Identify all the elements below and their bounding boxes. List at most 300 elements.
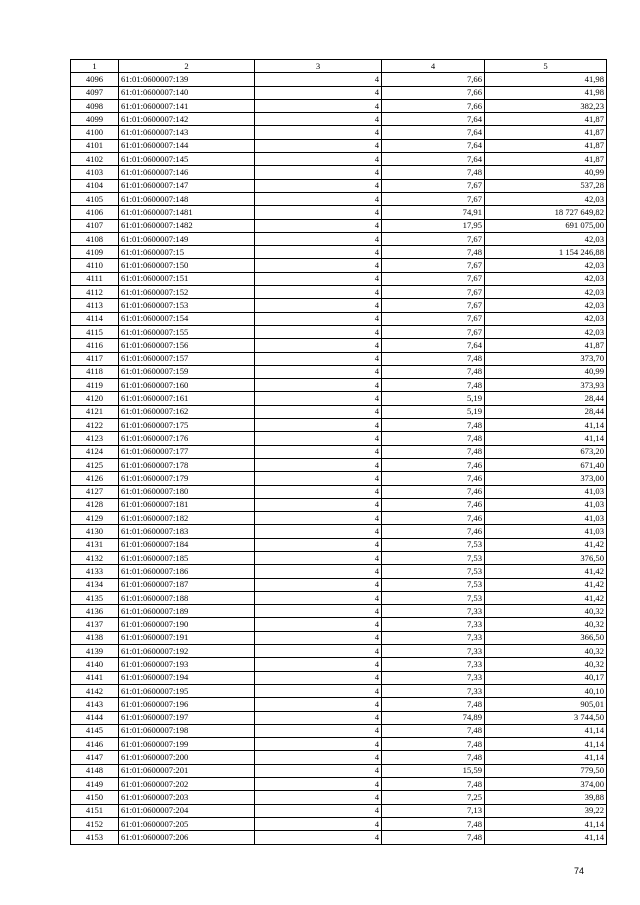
table-cell: 4 (255, 312, 382, 325)
table-cell: 4 (255, 445, 382, 458)
table-cell: 61:01:0600007:150 (119, 259, 255, 272)
table-cell: 4128 (71, 498, 119, 511)
table-row (71, 445, 607, 458)
table-cell: 39,88 (485, 791, 607, 804)
table-cell: 4132 (71, 551, 119, 564)
table-cell: 41,14 (485, 751, 607, 764)
table-cell: 28,44 (485, 392, 607, 405)
table-cell: 61:01:0600007:181 (119, 498, 255, 511)
table-row (71, 684, 607, 697)
table-cell: 4 (255, 325, 382, 338)
table-header-row (71, 60, 607, 73)
table-cell: 61:01:0600007:189 (119, 605, 255, 618)
table-cell: 40,32 (485, 618, 607, 631)
table-row (71, 804, 607, 817)
table-cell: 4126 (71, 472, 119, 485)
table-cell: 4135 (71, 591, 119, 604)
column-header: 1 (71, 60, 119, 73)
table-cell: 4136 (71, 605, 119, 618)
table-cell: 61:01:0600007:186 (119, 565, 255, 578)
table-cell: 7,64 (382, 113, 485, 126)
table-row (71, 472, 607, 485)
table-cell: 41,14 (485, 432, 607, 445)
table-cell: 61:01:0600007:199 (119, 738, 255, 751)
table-cell: 41,98 (485, 73, 607, 86)
table-cell: 74,91 (382, 206, 485, 219)
table-cell: 61:01:0600007:15 (119, 246, 255, 259)
table-cell: 4 (255, 139, 382, 152)
table-row (71, 126, 607, 139)
table-cell: 7,48 (382, 379, 485, 392)
table-cell: 671,40 (485, 458, 607, 471)
table-row (71, 618, 607, 631)
table-cell: 4142 (71, 684, 119, 697)
table-cell: 7,25 (382, 791, 485, 804)
table-cell: 5,19 (382, 405, 485, 418)
table-cell: 4104 (71, 179, 119, 192)
table-cell: 42,03 (485, 286, 607, 299)
table-cell: 7,66 (382, 99, 485, 112)
table-cell: 4 (255, 698, 382, 711)
table-cell: 4103 (71, 166, 119, 179)
table-row (71, 591, 607, 604)
table-cell: 4 (255, 631, 382, 644)
table-cell: 4 (255, 99, 382, 112)
table-cell: 537,28 (485, 179, 607, 192)
table-row (71, 325, 607, 338)
table-cell: 4101 (71, 139, 119, 152)
table-cell: 779,50 (485, 764, 607, 777)
table-cell: 42,03 (485, 272, 607, 285)
table-cell: 61:01:0600007:154 (119, 312, 255, 325)
table-row (71, 525, 607, 538)
table-cell: 4130 (71, 525, 119, 538)
table-cell: 61:01:0600007:177 (119, 445, 255, 458)
table-cell: 4 (255, 658, 382, 671)
table-cell: 4 (255, 206, 382, 219)
table-cell: 7,33 (382, 605, 485, 618)
table-cell: 42,03 (485, 325, 607, 338)
table-cell: 39,22 (485, 804, 607, 817)
table-cell: 4133 (71, 565, 119, 578)
table-row (71, 538, 607, 551)
table-cell: 4 (255, 671, 382, 684)
table-cell: 7,33 (382, 684, 485, 697)
table-cell: 17,95 (382, 219, 485, 232)
table-cell: 376,50 (485, 551, 607, 564)
table-cell: 61:01:0600007:202 (119, 778, 255, 791)
table-cell: 4137 (71, 618, 119, 631)
table-cell: 7,53 (382, 591, 485, 604)
table-cell: 4 (255, 764, 382, 777)
table-cell: 4114 (71, 312, 119, 325)
table-cell: 41,14 (485, 419, 607, 432)
table-row (71, 419, 607, 432)
table-row (71, 432, 607, 445)
table-cell: 41,03 (485, 512, 607, 525)
table-row (71, 751, 607, 764)
table-cell: 61:01:0600007:195 (119, 684, 255, 697)
table-cell: 61:01:0600007:191 (119, 631, 255, 644)
table-cell: 7,67 (382, 299, 485, 312)
table-row (71, 698, 607, 711)
table-cell: 61:01:0600007:140 (119, 86, 255, 99)
table-cell: 61:01:0600007:162 (119, 405, 255, 418)
table-cell: 4120 (71, 392, 119, 405)
table-cell: 7,48 (382, 698, 485, 711)
table-cell: 4 (255, 578, 382, 591)
table-cell: 41,14 (485, 724, 607, 737)
table-cell: 4 (255, 485, 382, 498)
table-cell: 4147 (71, 751, 119, 764)
table-cell: 4097 (71, 86, 119, 99)
table-cell: 4 (255, 432, 382, 445)
table-row (71, 778, 607, 791)
table-cell: 61:01:0600007:197 (119, 711, 255, 724)
table-cell: 373,00 (485, 472, 607, 485)
table-cell: 4125 (71, 458, 119, 471)
table-cell: 61:01:0600007:196 (119, 698, 255, 711)
table-cell: 4099 (71, 113, 119, 126)
table-row (71, 272, 607, 285)
table-cell: 7,48 (382, 166, 485, 179)
table-cell: 4 (255, 232, 382, 245)
table-cell: 41,87 (485, 139, 607, 152)
table-cell: 4 (255, 791, 382, 804)
table-cell: 61:01:0600007:1482 (119, 219, 255, 232)
table-cell: 4149 (71, 778, 119, 791)
table-cell: 374,00 (485, 778, 607, 791)
table-cell: 4 (255, 498, 382, 511)
table-cell: 7,67 (382, 259, 485, 272)
table-cell: 41,03 (485, 498, 607, 511)
table-body (71, 73, 607, 844)
table-cell: 4 (255, 817, 382, 830)
table-cell: 61:01:0600007:178 (119, 458, 255, 471)
table-cell: 4106 (71, 206, 119, 219)
table-cell: 4134 (71, 578, 119, 591)
table-row (71, 339, 607, 352)
table-cell: 4127 (71, 485, 119, 498)
table-cell: 7,64 (382, 126, 485, 139)
table-cell: 4 (255, 591, 382, 604)
table-cell: 28,44 (485, 405, 607, 418)
table-cell: 4 (255, 86, 382, 99)
table-cell: 4141 (71, 671, 119, 684)
table-cell: 61:01:0600007:198 (119, 724, 255, 737)
table-cell: 691 075,00 (485, 219, 607, 232)
table-cell: 4123 (71, 432, 119, 445)
table-cell: 4150 (71, 791, 119, 804)
table-cell: 18 727 649,82 (485, 206, 607, 219)
table-cell: 4 (255, 458, 382, 471)
table-cell: 7,67 (382, 325, 485, 338)
table-row (71, 86, 607, 99)
table-cell: 7,46 (382, 485, 485, 498)
page-number: 74 (573, 866, 584, 876)
table-cell: 7,66 (382, 73, 485, 86)
table-cell: 61:01:0600007:182 (119, 512, 255, 525)
table-row (71, 153, 607, 166)
table-cell: 4 (255, 219, 382, 232)
table-cell: 7,13 (382, 804, 485, 817)
table-cell: 382,23 (485, 99, 607, 112)
table-cell: 7,33 (382, 645, 485, 658)
table-cell: 74,89 (382, 711, 485, 724)
table-cell: 7,48 (382, 724, 485, 737)
table-cell: 41,14 (485, 817, 607, 830)
table-cell: 4 (255, 684, 382, 697)
table-cell: 4 (255, 379, 382, 392)
table-cell: 40,17 (485, 671, 607, 684)
table-cell: 7,48 (382, 246, 485, 259)
table-cell: 7,53 (382, 578, 485, 591)
table-cell: 7,46 (382, 472, 485, 485)
table-cell: 7,48 (382, 817, 485, 830)
table-cell: 61:01:0600007:160 (119, 379, 255, 392)
table-cell: 61:01:0600007:153 (119, 299, 255, 312)
table-cell: 4122 (71, 419, 119, 432)
table-cell: 4 (255, 272, 382, 285)
table-cell: 42,03 (485, 312, 607, 325)
table-cell: 7,48 (382, 778, 485, 791)
table-cell: 7,67 (382, 232, 485, 245)
column-header: 5 (485, 60, 607, 73)
table-cell: 61:01:0600007:139 (119, 73, 255, 86)
table-cell: 40,99 (485, 365, 607, 378)
table-cell: 4117 (71, 352, 119, 365)
table-cell: 3 744,50 (485, 711, 607, 724)
table-row (71, 565, 607, 578)
table-cell: 7,67 (382, 192, 485, 205)
table-row (71, 764, 607, 777)
table-cell: 7,46 (382, 458, 485, 471)
table-cell: 4 (255, 339, 382, 352)
table-cell: 5,19 (382, 392, 485, 405)
table-cell: 4 (255, 419, 382, 432)
table-cell: 4139 (71, 645, 119, 658)
table-cell: 4116 (71, 339, 119, 352)
table-row (71, 658, 607, 671)
table-cell: 4 (255, 392, 382, 405)
table-cell: 4098 (71, 99, 119, 112)
table-cell: 4144 (71, 711, 119, 724)
table-row (71, 724, 607, 737)
table-cell: 41,42 (485, 578, 607, 591)
table-cell: 61:01:0600007:147 (119, 179, 255, 192)
table-cell: 4 (255, 352, 382, 365)
table-cell: 7,33 (382, 631, 485, 644)
table-cell: 4 (255, 831, 382, 844)
table-cell: 7,48 (382, 352, 485, 365)
table-cell: 41,14 (485, 738, 607, 751)
table-cell: 4 (255, 565, 382, 578)
table-row (71, 73, 607, 86)
table-cell: 61:01:0600007:185 (119, 551, 255, 564)
table-cell: 41,42 (485, 591, 607, 604)
table-row (71, 312, 607, 325)
table-cell: 4 (255, 472, 382, 485)
table-cell: 61:01:0600007:201 (119, 764, 255, 777)
table-cell: 7,33 (382, 671, 485, 684)
table-cell: 61:01:0600007:141 (119, 99, 255, 112)
table-cell: 4 (255, 153, 382, 166)
table-cell: 61:01:0600007:149 (119, 232, 255, 245)
table-cell: 4118 (71, 365, 119, 378)
table-cell: 4 (255, 618, 382, 631)
table-cell: 4107 (71, 219, 119, 232)
table-cell: 61:01:0600007:193 (119, 658, 255, 671)
table-row (71, 485, 607, 498)
table-row (71, 498, 607, 511)
table-cell: 61:01:0600007:142 (119, 113, 255, 126)
table-cell: 7,48 (382, 419, 485, 432)
table-cell: 7,46 (382, 525, 485, 538)
table-cell: 40,99 (485, 166, 607, 179)
table-cell: 4 (255, 738, 382, 751)
table-row (71, 817, 607, 830)
table-cell: 7,67 (382, 179, 485, 192)
table-cell: 4 (255, 751, 382, 764)
table-cell: 61:01:0600007:205 (119, 817, 255, 830)
table-cell: 4119 (71, 379, 119, 392)
table-cell: 61:01:0600007:206 (119, 831, 255, 844)
table-row (71, 551, 607, 564)
table-cell: 7,48 (382, 738, 485, 751)
table-cell: 4 (255, 113, 382, 126)
table-cell: 4115 (71, 325, 119, 338)
table-cell: 4 (255, 724, 382, 737)
table-cell: 4131 (71, 538, 119, 551)
data-table (70, 59, 607, 845)
table-row (71, 206, 607, 219)
table-cell: 61:01:0600007:144 (119, 139, 255, 152)
table-cell: 4108 (71, 232, 119, 245)
table-row (71, 631, 607, 644)
table-cell: 61:01:0600007:188 (119, 591, 255, 604)
table-cell: 4102 (71, 153, 119, 166)
table-row (71, 405, 607, 418)
table-cell: 7,33 (382, 658, 485, 671)
table-cell: 7,48 (382, 751, 485, 764)
table-cell: 61:01:0600007:151 (119, 272, 255, 285)
table-row (71, 392, 607, 405)
table-cell: 4 (255, 73, 382, 86)
table-cell: 41,42 (485, 538, 607, 551)
table-cell: 61:01:0600007:159 (119, 365, 255, 378)
table-cell: 7,48 (382, 445, 485, 458)
table-cell: 61:01:0600007:146 (119, 166, 255, 179)
table-cell: 61:01:0600007:1481 (119, 206, 255, 219)
table-cell: 61:01:0600007:152 (119, 286, 255, 299)
table-row (71, 791, 607, 804)
table-cell: 4129 (71, 512, 119, 525)
table-cell: 7,64 (382, 139, 485, 152)
table-row (71, 352, 607, 365)
table-row (71, 831, 607, 844)
table-row (71, 711, 607, 724)
column-header: 2 (119, 60, 255, 73)
table-cell: 7,46 (382, 512, 485, 525)
table-cell: 7,53 (382, 565, 485, 578)
table-cell: 7,66 (382, 86, 485, 99)
table-cell: 4 (255, 192, 382, 205)
table-cell: 61:01:0600007:190 (119, 618, 255, 631)
table-cell: 7,67 (382, 286, 485, 299)
table-cell: 41,03 (485, 525, 607, 538)
table-cell: 40,10 (485, 684, 607, 697)
table-cell: 7,33 (382, 618, 485, 631)
table-cell: 61:01:0600007:145 (119, 153, 255, 166)
table-cell: 61:01:0600007:192 (119, 645, 255, 658)
table-row (71, 605, 607, 618)
table-cell: 40,32 (485, 645, 607, 658)
table-cell: 41,42 (485, 565, 607, 578)
table-row (71, 139, 607, 152)
table-cell: 4 (255, 166, 382, 179)
table-cell: 15,59 (382, 764, 485, 777)
table-row (71, 738, 607, 751)
table-cell: 7,64 (382, 153, 485, 166)
table-row (71, 671, 607, 684)
table-cell: 61:01:0600007:155 (119, 325, 255, 338)
table-cell: 61:01:0600007:203 (119, 791, 255, 804)
table-row (71, 299, 607, 312)
table-cell: 4121 (71, 405, 119, 418)
table-row (71, 192, 607, 205)
table-row (71, 458, 607, 471)
table-cell: 4143 (71, 698, 119, 711)
table-cell: 4151 (71, 804, 119, 817)
table-row (71, 166, 607, 179)
table-cell: 61:01:0600007:194 (119, 671, 255, 684)
table-cell: 4146 (71, 738, 119, 751)
table-cell: 61:01:0600007:179 (119, 472, 255, 485)
table-cell: 4112 (71, 286, 119, 299)
table-row (71, 246, 607, 259)
table-cell: 40,32 (485, 658, 607, 671)
table-cell: 7,48 (382, 831, 485, 844)
table-cell: 7,46 (382, 498, 485, 511)
table-cell: 4113 (71, 299, 119, 312)
table-cell: 61:01:0600007:183 (119, 525, 255, 538)
table-cell: 7,67 (382, 312, 485, 325)
table-row (71, 645, 607, 658)
table-cell: 4124 (71, 445, 119, 458)
table-cell: 4 (255, 299, 382, 312)
table-row (71, 512, 607, 525)
table-cell: 4109 (71, 246, 119, 259)
table-cell: 61:01:0600007:184 (119, 538, 255, 551)
table-cell: 7,64 (382, 339, 485, 352)
table-cell: 4 (255, 778, 382, 791)
table-cell: 7,48 (382, 365, 485, 378)
table-cell: 41,87 (485, 153, 607, 166)
table-cell: 61:01:0600007:156 (119, 339, 255, 352)
table-cell: 4 (255, 512, 382, 525)
column-header: 3 (255, 60, 382, 73)
table-cell: 4148 (71, 764, 119, 777)
table-cell: 40,32 (485, 605, 607, 618)
table-cell: 4 (255, 246, 382, 259)
table-cell: 61:01:0600007:143 (119, 126, 255, 139)
table-cell: 61:01:0600007:157 (119, 352, 255, 365)
table-cell: 673,20 (485, 445, 607, 458)
table-cell: 4 (255, 179, 382, 192)
table-cell: 4 (255, 711, 382, 724)
table-cell: 4 (255, 605, 382, 618)
table-row (71, 365, 607, 378)
